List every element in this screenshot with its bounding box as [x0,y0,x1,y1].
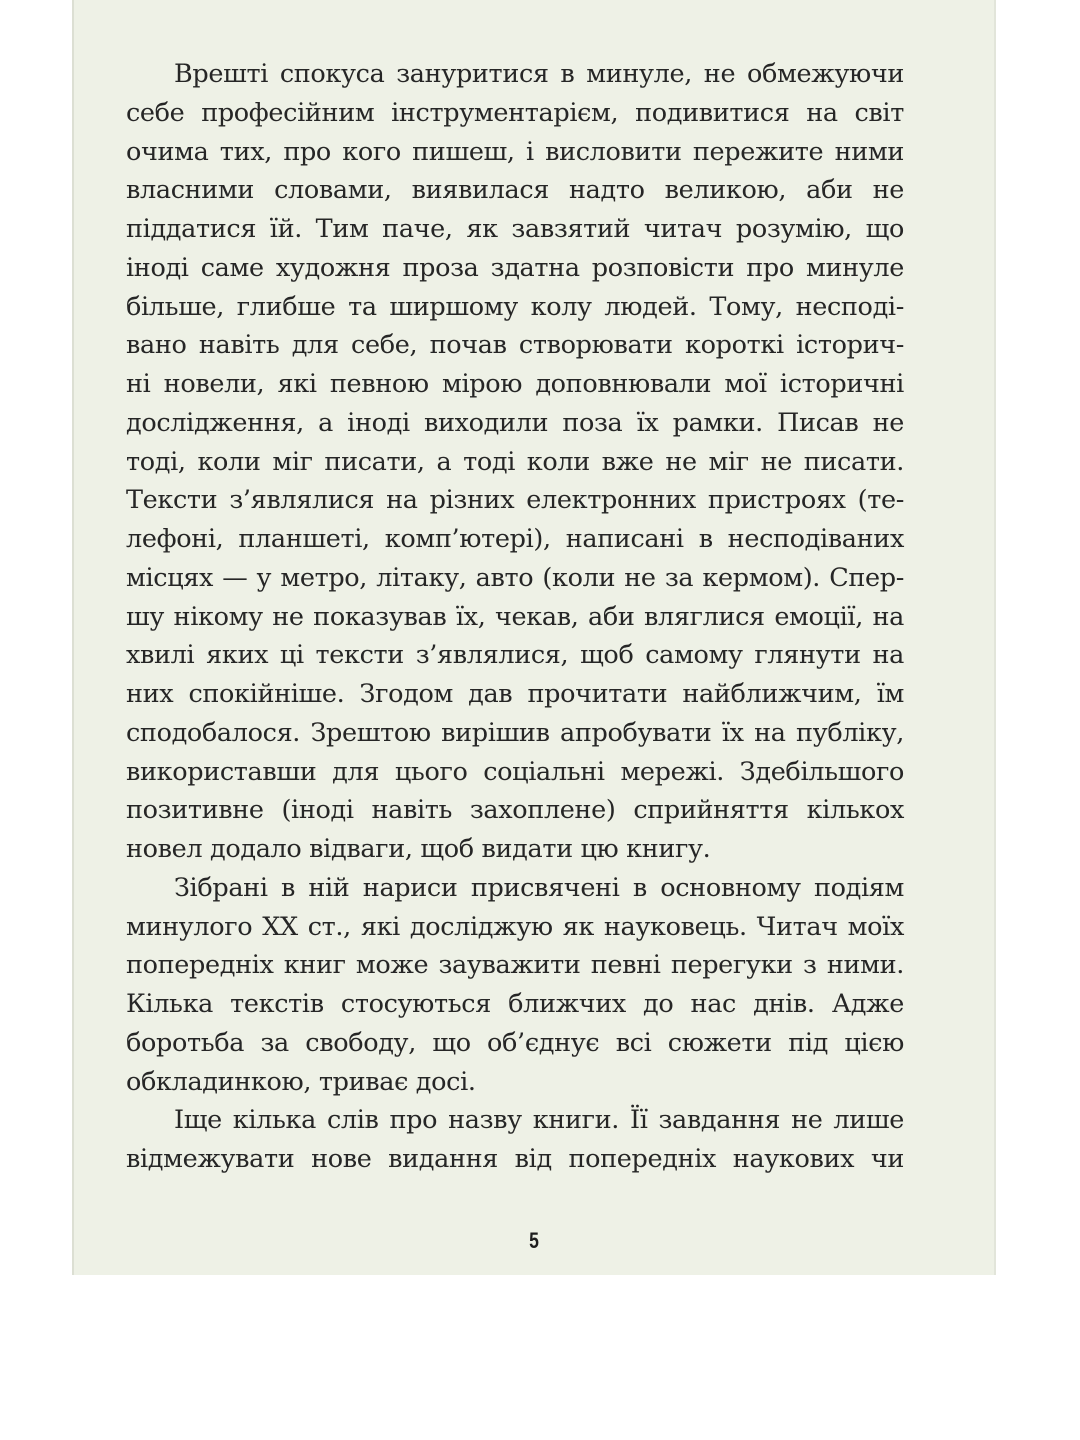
text-line: Врешті спокуса зануритися в минуле, не обмежуючи [174,59,904,89]
text-line: Кілька текстів стосуються ближчих до нас днів. Адже [126,989,904,1019]
book-page [72,0,996,1275]
text-line: використавши для цього соціальні мережі. Здебільшого [126,756,904,787]
text-line: хвилі яких ці тексти з’являлися, щоб самому глянути на [126,640,904,671]
text-line: обкладинкою, триває досі. [126,1066,476,1097]
text-line: лефоні, планшеті, комп’ютері), написані в несподіваних [126,524,904,554]
text-line: власними словами, виявилася надто великою, аби не [126,175,904,206]
paragraph [126,1101,904,1179]
paragraph [126,869,904,1102]
text-line: більше, глибше та ширшому колу людей. Тому, несподі- [126,291,904,322]
text-line: сподобалося. Зрештою вирішив апробувати їх на публіку, [126,717,904,748]
text-line: ні новели, які певною мірою доповнювали мої історичні [126,369,904,399]
text-line: тоді, коли міг писати, а тоді коли вже не міг не писати. [126,446,904,477]
text-line: шу нікому не показував їх, чекав, аби вляглися емоції, на [126,601,904,632]
text-line: Тексти з’являлися на різних електронних пристроях (те- [126,485,904,516]
text-line: новел додало відваги, щоб видати цю книгу. [126,834,711,864]
text-line: вано навіть для себе, почав створювати короткі історич- [126,330,904,361]
paragraph [126,55,904,869]
text-line: очима тих, про кого пишеш, і висловити пережите ними [126,136,904,167]
text-line: іноді саме художня проза здатна розповісти про минуле [126,252,904,283]
text-line: відмежувати нове видання від попередніх наукових чи [126,1144,904,1174]
text-line: позитивне (іноді навіть захоплене) сприйняття кількох [126,795,904,826]
text-line: Іще кілька слів про назву книги. Її завдання не лише [174,1105,904,1136]
text-line: них спокійніше. Згодом дав прочитати найближчим, їм [126,679,904,709]
page-number: 5 [529,1228,539,1253]
text-line: боротьба за свободу, що об’єднує всі сюжети під цією [126,1027,904,1058]
text-line: Зібрані в ній нариси присвячені в основному подіям [174,872,904,903]
text-line: піддатися їй. Тим паче, як завзятий читач розумію, що [126,214,904,244]
text-line: місцях — у метро, літаку, авто (коли не за кермом). Спер- [126,562,904,593]
body-text [126,55,904,1179]
text-line: себе професійним інструментарієм, подивитися на світ [126,97,904,128]
text-line: минулого XX ст., які досліджую як науковець. Читач моїх [126,911,904,942]
text-line: попередніх книг може зауважити певні перегуки з ними. [126,950,904,981]
text-line: дослідження, а іноді виходили поза їх рамки. Писав не [126,407,904,438]
